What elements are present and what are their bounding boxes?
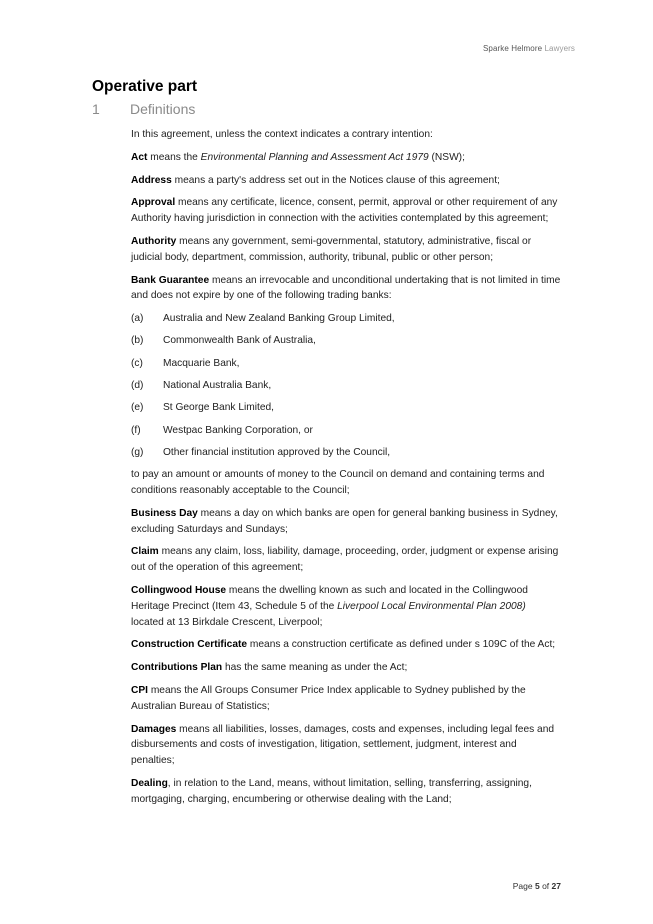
clause-heading: [92, 101, 195, 117]
definition-construction-certificate: Construction Certificate means a construction certificate as defined under s 109C of the Act;: [131, 639, 556, 651]
definition-authority: Authority means any government, semi-governmental, statutory, administrative, fiscal or judicial body, department, commission, authority, tribunal, public or other person;: [131, 235, 532, 263]
term: Act: [131, 151, 148, 163]
term: Bank Guarantee: [131, 274, 210, 286]
definitions-body: [131, 127, 561, 815]
clause-title: Definitions: [130, 101, 196, 117]
clause-number: 1: [92, 101, 100, 117]
page-header: [483, 44, 575, 53]
definition-address: Address means a party's address set out in the Notices clause of this agreement;: [131, 174, 500, 186]
term: Authority: [131, 235, 177, 247]
list-item: (a) Australia and New Zealand Banking Group Limited,: [131, 313, 395, 325]
definition-contributions-plan: Contributions Plan has the same meaning as under the Act;: [131, 662, 408, 674]
definition-cpi: CPI means the All Groups Consumer Price Index applicable to Sydney published by the Australian Bureau of Statistics;: [131, 685, 526, 712]
definition-damages: Damages means all liabilities, losses, damages, costs and expenses, including legal fees and disbursements and costs of investigation, litigation, settlement, judgment, interest and penalties;: [131, 723, 555, 767]
list-item: (e) St George Bank Limited,: [131, 402, 274, 414]
firm-suffix: Lawyers: [544, 44, 575, 53]
list-item: (d) National Australia Bank,: [131, 380, 272, 392]
definition-bank-guarantee: Bank Guarantee means an irrevocable and unconditional undertaking that is not limited in time and does not expire by one of the following trading banks:: [131, 274, 561, 302]
term: Claim: [131, 546, 159, 558]
page-footer: Page 5 of 27: [512, 881, 561, 891]
definition-collingwood-house: Collingwood House means the dwelling known as such and located in the Collingwood Heritage Precinct (Item 43, Schedule 5 of the Liverpool Local Environmental Plan 2008) located at 13 Birkdale Crescent, Liverpool;: [131, 585, 528, 628]
section-title: Operative part: [92, 78, 198, 95]
term: Damages: [131, 723, 177, 735]
term: Construction Certificate: [131, 639, 248, 651]
term: CPI: [131, 685, 148, 697]
bank-guarantee-closing: to pay an amount or amounts of money to the Council on demand and containing terms and conditions reasonably acceptable to the Council;: [131, 469, 545, 497]
list-item: (f) Westpac Banking Corporation, or: [131, 424, 313, 436]
definition-claim: Claim means any claim, loss, liability, damage, proceeding, order, judgment or expense arising out of the operation of this agreement;: [131, 546, 559, 574]
term: Approval: [131, 197, 176, 209]
definition-business-day: Business Day means a day on which banks are open for general banking business in Sydney, excluding Saturdays and Sundays;: [131, 507, 558, 535]
definition-dealing: Dealing, in relation to the Land, means, without limitation, selling, transferring, assigning, mortgaging, charging, encumbering or otherwise dealing with the Land;: [131, 778, 532, 805]
term: Address: [131, 174, 172, 186]
term: Dealing: [131, 778, 168, 789]
term: Collingwood House: [131, 585, 227, 597]
bank-list: [131, 311, 561, 461]
list-item: (g) Other financial institution approved by the Council,: [131, 446, 391, 458]
total-pages: 27: [551, 881, 561, 891]
definition-approval: Approval means any certificate, licence, consent, permit, approval or other requirement of any Authority having jurisdiction in connection with the activities contemplated by this agreement;: [131, 197, 558, 225]
firm-name: Sparke Helmore: [482, 44, 543, 53]
list-item: (c) Macquarie Bank,: [131, 357, 240, 369]
current-page: 5: [534, 881, 540, 891]
term: Contributions Plan: [131, 662, 223, 674]
list-item: (b) Commonwealth Bank of Australia,: [131, 335, 316, 347]
definition-act: Act means the Environmental Planning and Assessment Act 1979 (NSW);: [131, 151, 465, 163]
term: Business Day: [131, 507, 198, 519]
intro-paragraph: In this agreement, unless the context indicates a contrary intention:: [131, 129, 433, 140]
